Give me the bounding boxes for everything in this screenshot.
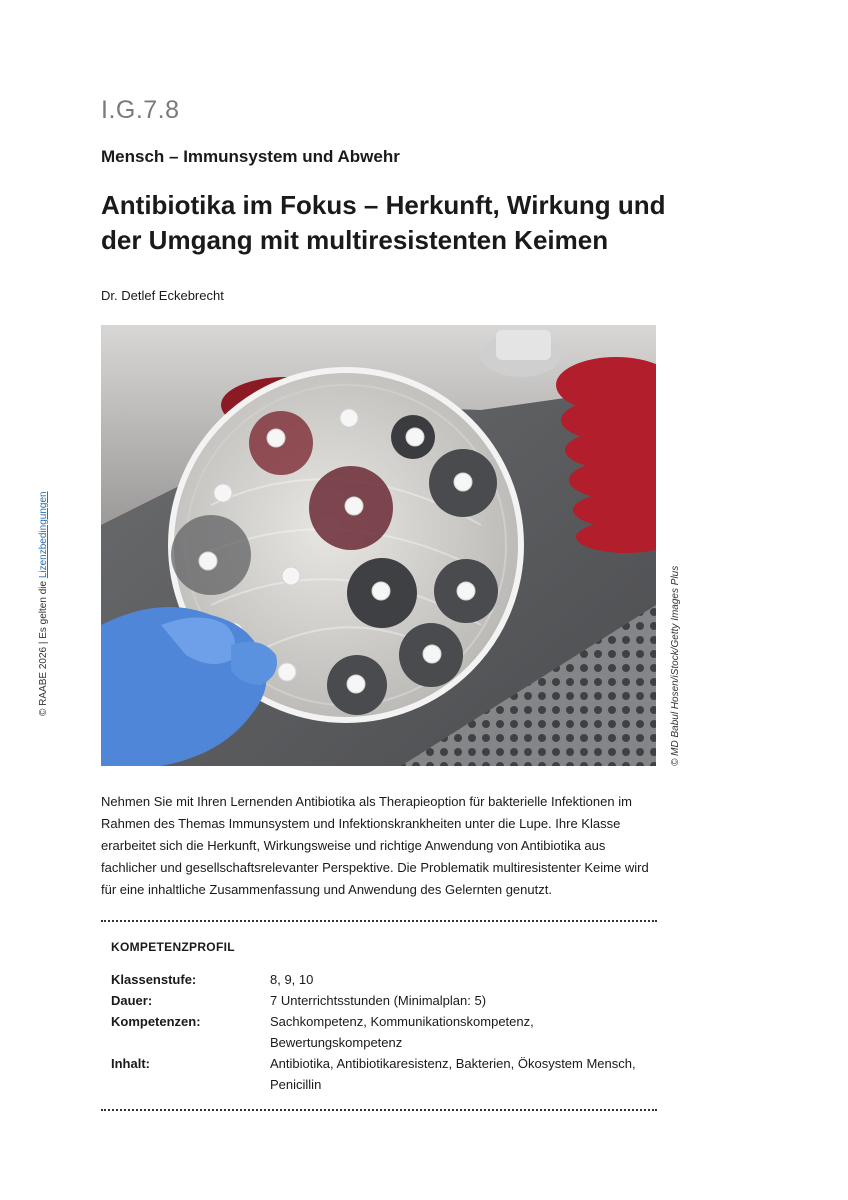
profile-label: Kompetenzen: [111,1014,201,1029]
copyright-sidebar [38,491,49,716]
profile-label: Klassenstufe: [111,972,197,987]
author: Dr. Detlef Eckebrecht [101,288,224,303]
profile-value: 7 Unterrichtsstunden (Minimalplan: 5) [270,993,487,1008]
profile-value: Antibiotika, Antibiotikaresistenz, Bakterien, Ökosystem Mensch, Penicillin [270,1056,636,1092]
license-link[interactable]: Lizenzbedingungen [38,491,49,579]
profile-label: Inhalt: [111,1056,150,1071]
competence-profile-heading: KOMPETENZPROFIL [111,940,235,954]
module-code: I.G.7.8 [101,96,180,124]
page-title: Antibiotika im Fokus – Herkunft, Wirkung und der Umgang mit multiresistenten Keimen [101,190,666,255]
profile-value: Sachkompetenz, Kommunikationskompetenz, Bewertungskompetenz [270,1014,534,1050]
petri-dish-photo [101,325,656,766]
divider-bottom [101,1109,657,1111]
image-credit: © MD Babul Hosen/iStock/Getty Images Plus [670,565,681,766]
profile-label: Dauer: [111,993,153,1008]
copyright-text: © RAABE 2026 | Es gelten die [38,578,49,716]
profile-value: 8, 9, 10 [270,972,314,987]
subject-heading: Mensch – Immunsystem und Abwehr [101,147,400,166]
divider-top [101,920,657,922]
intro-paragraph: Nehmen Sie mit Ihren Lernenden Antibiotika als Therapieoption für bakterielle Infektionen im Rahmen des Themas Immunsystem und Infektionskrankheiten unter die Lupe. Ihre Klasse erarbeitet sich die Herkunft, Wirkungsweise und richtige Anwendung von Antibiotika aus fachlicher und gesellschaftsrelevanter Perspektive. Die Problematik multiresistenter Keime wird für eine inhaltliche Zusammenfassung und Anwendung des Gelernten genutzt. [101,794,649,897]
